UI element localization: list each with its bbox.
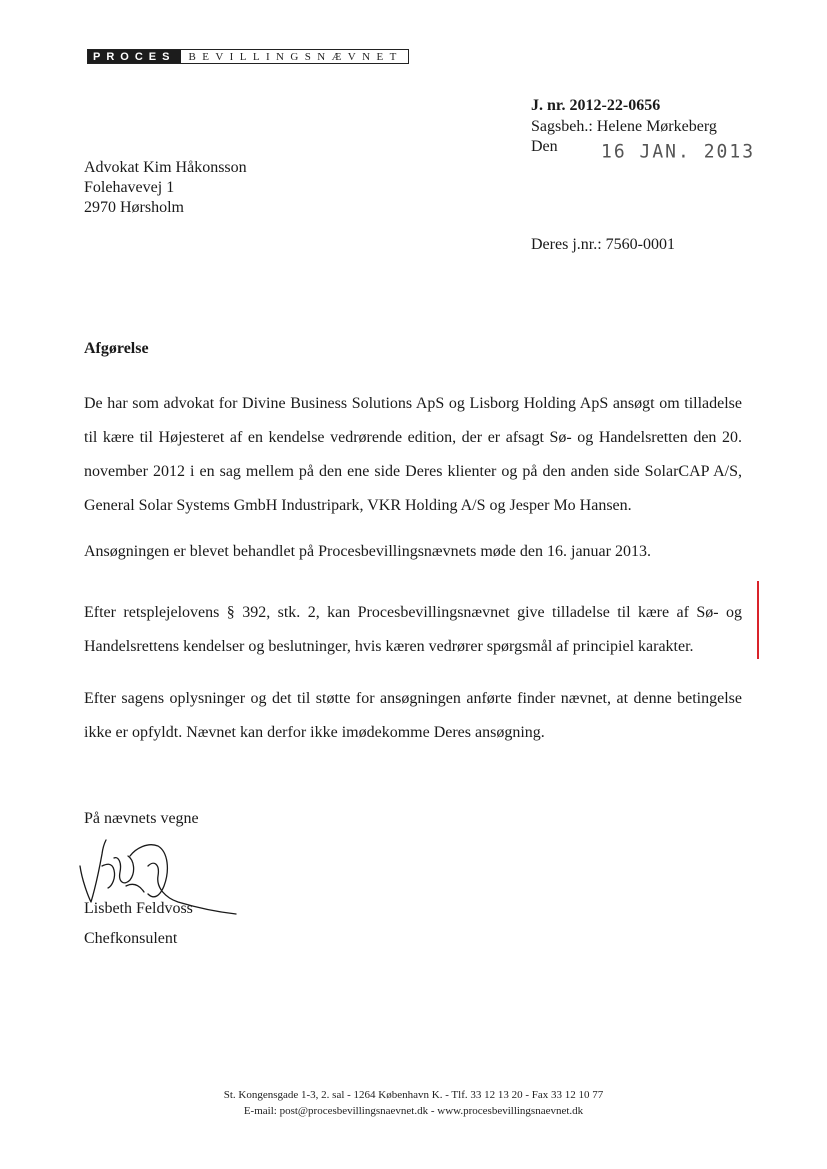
paragraph-conclusion: Efter sagens oplysninger og det til støtte for ansøgningen anførte finder nævnet, at denne betingelse ikke er opfyldt. Nævnet kan derfor ikke imødekomme Deres ansøgning.: [84, 690, 742, 741]
paragraph-application: De har som advokat for Divine Business Solutions ApS og Lisborg Holding ApS ansøgt om tilladelse til kære til Højesteret af en kendelse vedrørende edition, der er afsagt Sø- og Handelsretten den 20. november 2012 i en sag mellem på den ene side Deres klienter og på den anden side SolarCAP A/S, General Solar Systems GmbH Industripark, VKR Holding A/S og Jesper Mo Hansen.: [84, 395, 742, 514]
margin-mark: [757, 581, 759, 659]
footer-contact: E-mail: post@procesbevillingsnaevnet.dk - www.procesbevillingsnaevnet.dk: [243, 1105, 584, 1117]
signer-title: Chefkonsulent: [84, 930, 178, 947]
paragraph-meeting: Ansøgningen er blevet behandlet på Procesbevillingsnævnets møde den 16. januar 2013.: [84, 543, 651, 560]
footer-address: St. Kongensgade 1-3, 2. sal - 1264 København K. - Tlf. 33 12 13 20 - Fax 33 12 10 77: [223, 1089, 604, 1101]
case-number: J. nr. 2012-22-0656: [531, 97, 661, 114]
your-reference: Deres j.nr.: 7560-0001: [531, 236, 675, 253]
recipient-name: Advokat Kim Håkonsson: [84, 159, 247, 176]
decision-heading: Afgørelse: [84, 340, 149, 357]
case-handler: Sagsbeh.: Helene Mørkeberg: [531, 118, 717, 135]
logo-proces: PROCES: [88, 50, 181, 63]
on-behalf-text: På nævnets vegne: [84, 810, 199, 827]
date-stamp: 16 JAN. 2013: [601, 140, 756, 163]
signer-name: Lisbeth Feldvoss: [84, 900, 193, 917]
paragraph-legal-basis: Efter retsplejelovens § 392, stk. 2, kan Procesbevillingsnævnet give tilladelse til kære af Sø- og Handelsrettens kendelser og beslutninger, hvis kæren vedrører spørgsmål af principiel karakter.: [84, 604, 742, 655]
date-label: Den: [531, 138, 558, 155]
logo-bevillingsnaevnet: BEVILLINGSNÆVNET: [188, 50, 403, 63]
letterhead-logo: [87, 49, 409, 64]
recipient-city: 2970 Hørsholm: [84, 199, 184, 216]
recipient-street: Folehavevej 1: [84, 179, 175, 196]
